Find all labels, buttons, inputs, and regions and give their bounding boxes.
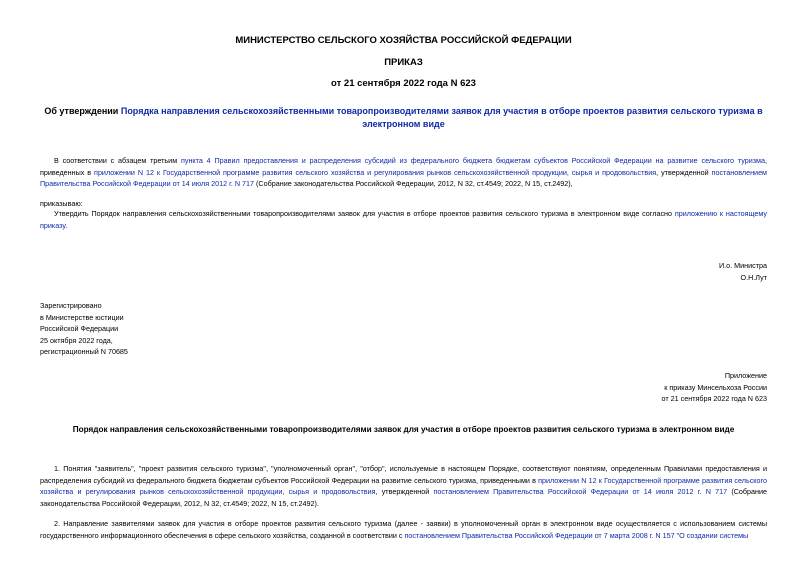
signature-position: И.о. Министра — [718, 261, 767, 270]
appendix-line-1: Приложение — [724, 371, 767, 380]
order-title-prefix: Об утверждении — [44, 106, 121, 116]
order-text-1: Утвердить Порядок направления сельскохозяйственными товаропроизводителями заявок для участия в отборе проектов развития сельского туризма в электронном виде согласно — [54, 209, 675, 218]
item-2-paragraph — [40, 518, 767, 541]
item-2-text-1: 2. Направление заявителями заявок для участия в отборе проектов развития сельского туризма (далее - заявки) в уполномоченный орган в электронном виде осуществляется с использованием системы государственного информационного обеспечения в сфере сельского хозяйства, созданной в соответствии с — [40, 519, 767, 540]
signature-block — [719, 260, 767, 283]
preamble-link-resolution-717[interactable]: постановлением Правительства Российской Федерации от 14 июля 2012 г. N 717 — [40, 167, 768, 188]
appendix-block — [662, 370, 767, 405]
order-link-appendix[interactable]: приложению к настоящему приказу — [40, 209, 767, 230]
preamble-paragraph — [40, 155, 767, 190]
registration-block — [40, 300, 128, 358]
item-1-link-appendix12[interactable]: приложении N 12 к Государственной программе развития сельского хозяйства и регулирования рынков сельскохозяйственной продукции, сырья и продовольствия — [40, 475, 767, 496]
registration-line-4: 25 октября 2022 года, — [40, 335, 113, 345]
preamble-text-3: , утвержденной — [656, 167, 712, 177]
signature-name: О.Н.Лут — [740, 272, 767, 282]
order-paragraph — [40, 208, 767, 231]
ministry-heading: МИНИСТЕРСТВО СЕЛЬСКОГО ХОЗЯЙСТВА РОССИЙСКОЙ ФЕДЕРАЦИИ — [235, 35, 572, 46]
item-1-paragraph — [40, 463, 767, 509]
item-2-link-resolution-157[interactable]: постановлением Правительства Российской Федерации от 7 марта 2008 г. N 157 "О создании системы — [404, 530, 749, 540]
item-1-text-2: , утвержденной — [375, 487, 434, 496]
doc-type-heading: ПРИКАЗ — [384, 57, 423, 68]
preamble-text-2: , приведенных в — [40, 156, 767, 177]
item-1-link-resolution-717[interactable]: постановлением Правительства Российской Федерации от 14 июля 2012 г. N 717 — [433, 487, 728, 496]
item-1-text-3: (Собрание законодательства Российской Федерации, 2012, N 32, ст.4549; 2022, N 15, ст.2492). — [40, 487, 767, 508]
order-title-link[interactable]: Порядка направления сельскохозяйственными товаропроизводителями заявок для участия в отборе проектов развития сельского туризма в электронном виде — [120, 106, 763, 129]
order-text-2: . — [65, 220, 68, 230]
preamble-link-appendix12[interactable]: приложении N 12 к Государственной программе развития сельского хозяйства и регулирования рынков сельскохозяйственной продукции, сырья и продовольствия — [94, 167, 657, 177]
item-1-text-1: 1. Понятия "заявитель", "проект развития сельского туризма", "уполномоченный орган", "отбор", используемые в настоящем Порядке, соответствуют понятиям, определенным Правилами предоставления и распределения субсидий из федерального бюджета бюджетам субъектов Российской Федерации на развитие сельского туризма, приведенными в — [40, 464, 767, 485]
doc-date-heading: от 21 сентября 2022 года N 623 — [331, 78, 476, 89]
preamble-text-4: (Собрание законодательства Российской Федерации, 2012, N 32, ст.4549; 2022, N 15, ст.2492), — [254, 179, 573, 188]
registration-line-3: Российской Федерации — [40, 324, 119, 333]
appendix-line-3: от 21 сентября 2022 года N 623 — [661, 394, 767, 403]
preamble-link-rules[interactable]: пункта 4 Правил предоставления и распределения субсидий из федерального бюджета бюджетам субъектов Российской Федерации на развитие сельского туризма — [180, 156, 765, 165]
order-word: приказываю: — [40, 199, 83, 208]
procedure-title: Порядок направления сельскохозяйственными товаропроизводителями заявок для участия в отборе проектов развития сельского туризма в электронном виде — [72, 425, 735, 434]
registration-line-1: Зарегистрировано — [40, 301, 102, 310]
registration-line-2: в Министерстве юстиции — [40, 312, 124, 322]
appendix-line-2: к приказу Минсельхоза России — [664, 382, 767, 392]
preamble-text-1: В соответствии с абзацем третьим — [54, 156, 181, 165]
order-title — [40, 105, 767, 131]
registration-line-5: регистрационный N 70685 — [40, 347, 128, 356]
